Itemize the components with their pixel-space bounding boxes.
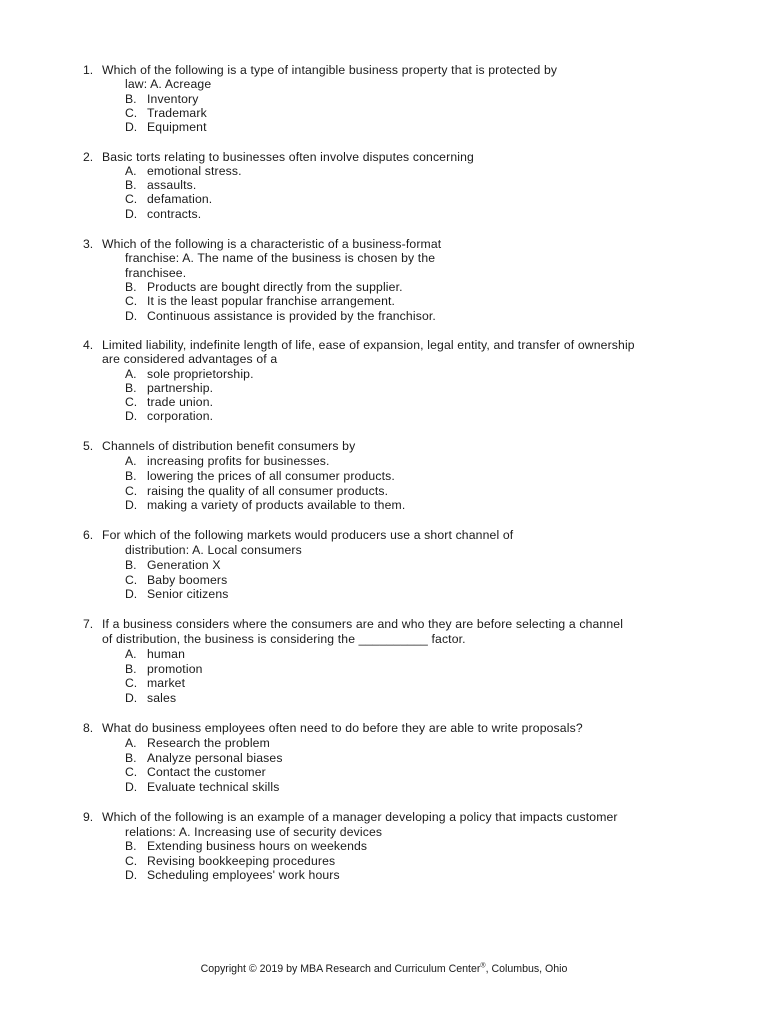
option-text: corporation. xyxy=(147,409,214,423)
option-letter: B. xyxy=(125,381,137,395)
registered-mark: ® xyxy=(480,962,486,970)
option-letter: B. xyxy=(125,280,137,294)
option-text: Baby boomers xyxy=(147,573,228,587)
copyright-text: Copyright © 2019 by MBA Research and Curriculum Center xyxy=(200,963,481,975)
option-letter: C. xyxy=(125,765,138,779)
question-text: For which of the following markets would producers use a short channel of xyxy=(102,528,514,542)
question-number: 5. xyxy=(83,439,94,453)
question-number: 6. xyxy=(83,528,94,542)
option-text: partnership. xyxy=(147,381,214,395)
option-letter: C. xyxy=(125,573,138,587)
question-text: What do business employees often need to do before they are able to write proposals? xyxy=(102,721,583,735)
option-letter: A. xyxy=(125,454,137,468)
option-text: It is the least popular franchise arrangement. xyxy=(147,294,396,308)
option-text: Generation X xyxy=(147,558,221,572)
option-letter: C. xyxy=(125,395,138,409)
option-letter: A. xyxy=(125,736,137,750)
option-letter: D. xyxy=(125,587,138,601)
option-text: Scheduling employees' work hours xyxy=(147,868,340,882)
option-text: Extending business hours on weekends xyxy=(147,839,368,853)
option-text: Contact the customer xyxy=(147,765,266,779)
copyright-footer xyxy=(0,962,768,976)
option-letter: C. xyxy=(125,676,138,690)
question-number: 1. xyxy=(83,63,94,77)
option-letter: D. xyxy=(125,780,138,794)
question-text: Which of the following is an example of a manager developing a policy that impacts customer xyxy=(102,810,618,824)
question-text: Basic torts relating to businesses often involve disputes concerning xyxy=(102,150,474,164)
option-text: Continuous assistance is provided by the franchisor. xyxy=(147,309,436,323)
option-letter: D. xyxy=(125,498,138,512)
option-text: Research the problem xyxy=(147,736,270,750)
option-letter: B. xyxy=(125,469,137,483)
option-letter: C. xyxy=(125,484,138,498)
question-text: law: A. Acreage xyxy=(125,77,212,91)
option-text: sales xyxy=(147,691,177,705)
option-text: promotion xyxy=(147,662,203,676)
option-text: sole proprietorship. xyxy=(147,367,254,381)
copyright-location: , Columbus, Ohio xyxy=(485,963,568,975)
option-text: trade union. xyxy=(147,395,214,409)
option-letter: A. xyxy=(125,367,137,381)
option-letter: D. xyxy=(125,207,138,221)
option-text: raising the quality of all consumer products. xyxy=(147,484,389,498)
option-letter: B. xyxy=(125,92,137,106)
question-text: Limited liability, indefinite length of life, ease of expansion, legal entity, and transfer of ownership xyxy=(102,338,635,352)
question-number: 8. xyxy=(83,721,94,735)
option-letter: B. xyxy=(125,839,137,853)
option-letter: C. xyxy=(125,106,138,120)
question-text: relations: A. Increasing use of security devices xyxy=(125,825,383,839)
option-text: Products are bought directly from the supplier. xyxy=(147,280,403,294)
option-letter: B. xyxy=(125,662,137,676)
option-text: Revising bookkeeping procedures xyxy=(147,854,336,868)
option-letter: D. xyxy=(125,868,138,882)
option-text: human xyxy=(147,647,186,661)
option-letter: C. xyxy=(125,192,138,206)
option-letter: B. xyxy=(125,558,137,572)
option-letter: D. xyxy=(125,691,138,705)
option-text: market xyxy=(147,676,186,690)
option-letter: D. xyxy=(125,409,138,423)
question-text: Channels of distribution benefit consumers by xyxy=(102,439,356,453)
option-text: Senior citizens xyxy=(147,587,229,601)
question-number: 7. xyxy=(83,617,94,631)
question-text: distribution: A. Local consumers xyxy=(125,543,302,557)
question-text: franchise: A. The name of the business is chosen by the xyxy=(125,251,436,265)
option-letter: C. xyxy=(125,294,138,308)
option-letter: A. xyxy=(125,647,137,661)
option-letter: D. xyxy=(125,309,138,323)
option-text: Inventory xyxy=(147,92,199,106)
question-text: are considered advantages of a xyxy=(102,352,278,366)
option-text: Analyze personal biases xyxy=(147,751,283,765)
option-text: Equipment xyxy=(147,120,207,134)
option-text: contracts. xyxy=(147,207,202,221)
question-number: 9. xyxy=(83,810,94,824)
option-text: defamation. xyxy=(147,192,213,206)
question-text: Which of the following is a type of intangible business property that is protected by xyxy=(102,63,558,77)
question-text: Which of the following is a characteristic of a business-format xyxy=(102,237,442,251)
question-number: 3. xyxy=(83,237,94,251)
question-number: 2. xyxy=(83,150,94,164)
question-text: franchisee. xyxy=(125,266,187,280)
option-letter: D. xyxy=(125,120,138,134)
question-number: 4. xyxy=(83,338,94,352)
option-text: emotional stress. xyxy=(147,164,242,178)
option-text: lowering the prices of all consumer products. xyxy=(147,469,395,483)
option-letter: B. xyxy=(125,178,137,192)
question-text: If a business considers where the consumers are and who they are before selecting a channel xyxy=(102,617,624,631)
option-text: assaults. xyxy=(147,178,197,192)
option-letter: B. xyxy=(125,751,137,765)
option-text: Evaluate technical skills xyxy=(147,780,280,794)
option-text: increasing profits for businesses. xyxy=(147,454,330,468)
question-text: of distribution, the business is considering the __________ factor. xyxy=(102,632,466,646)
option-text: making a variety of products available to them. xyxy=(147,498,406,512)
option-letter: C. xyxy=(125,854,138,868)
option-letter: A. xyxy=(125,164,137,178)
option-text: Trademark xyxy=(147,106,207,120)
